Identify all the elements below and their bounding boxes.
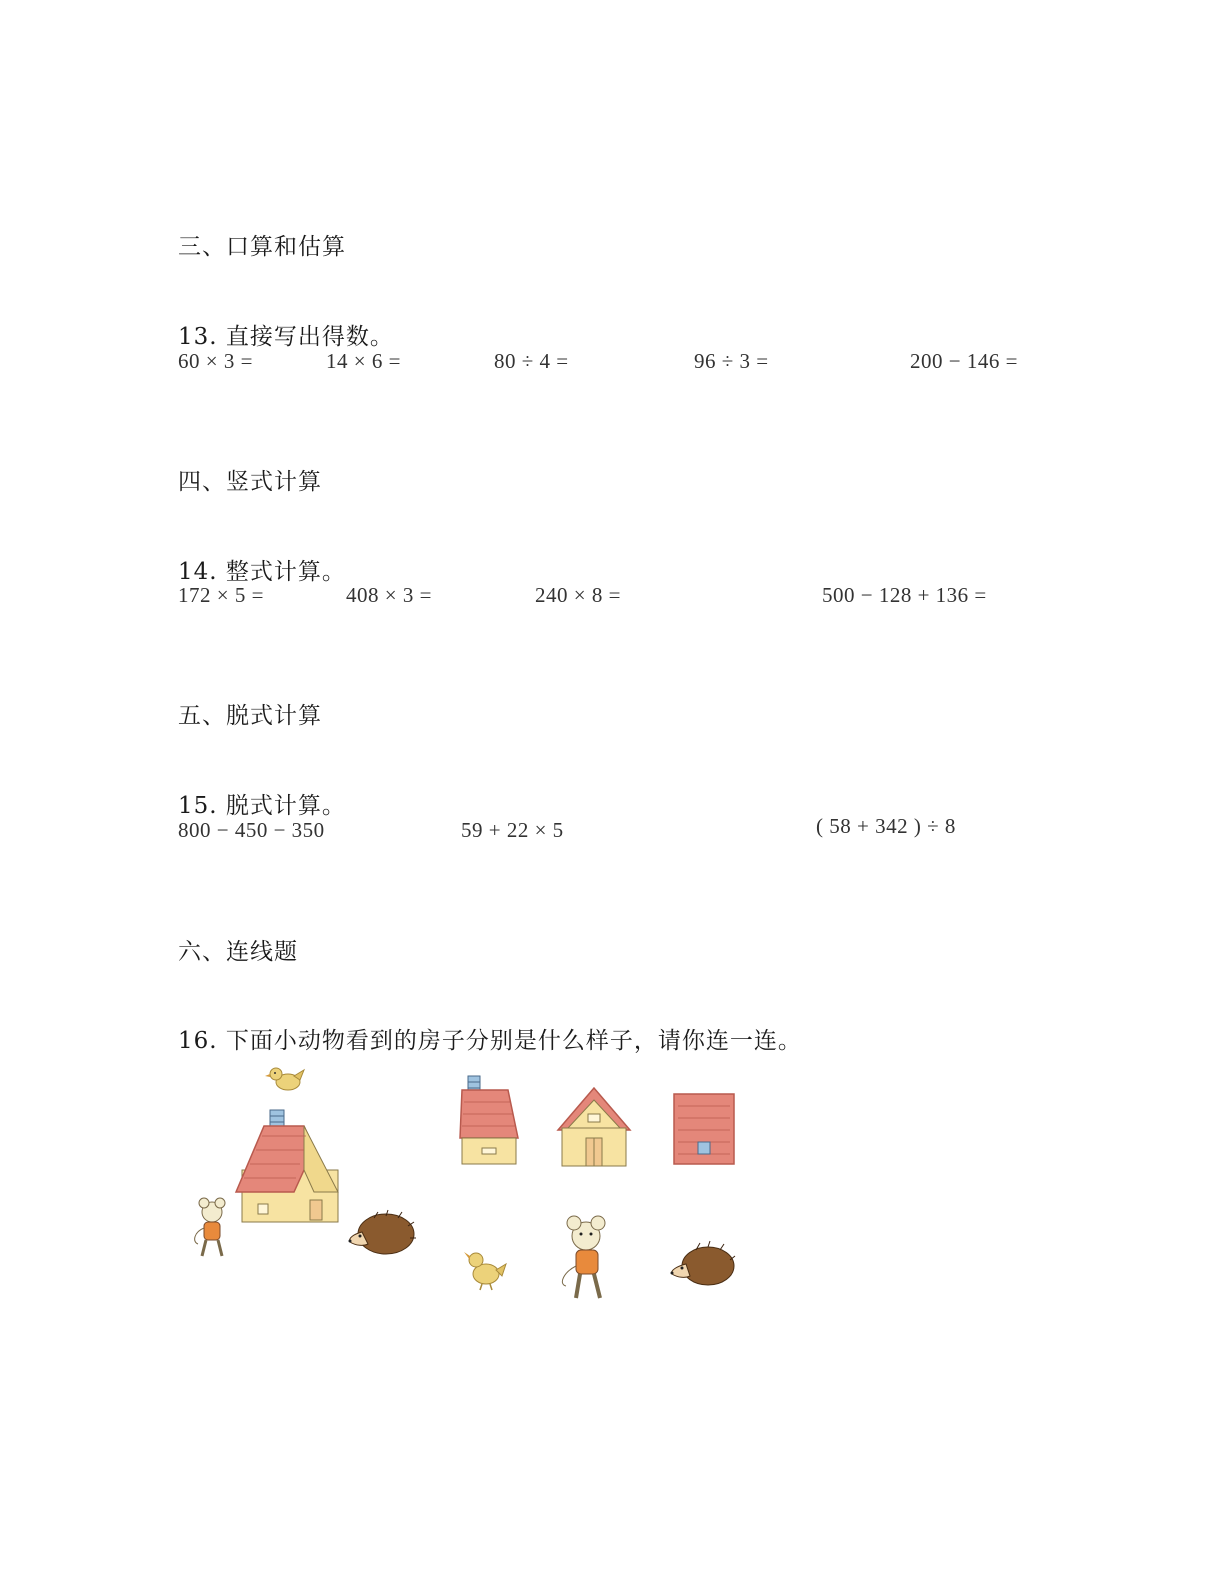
q13-expr-2: 14 × 6 = — [326, 349, 401, 373]
bird-choice-icon — [462, 1244, 508, 1292]
section-6-heading: 六、连线题 — [178, 939, 298, 965]
house-view-top-icon — [672, 1092, 736, 1166]
house-view-side-icon — [458, 1076, 520, 1168]
q14-expr-3: 240 × 8 = — [535, 583, 621, 607]
q13-expr-4: 96 ÷ 3 = — [694, 349, 769, 373]
section-5-heading: 五、脱式计算 — [178, 703, 322, 729]
q14-expr-2: 408 × 3 = — [346, 583, 432, 607]
mouse-choice-icon — [556, 1214, 618, 1302]
question-16-title: 16. 下面小动物看到的房子分别是什么样子，请你连一连。 — [178, 1028, 802, 1054]
q14-expr-1: 172 × 5 = — [178, 583, 264, 607]
mouse-icon — [190, 1198, 238, 1260]
bird-icon — [264, 1060, 308, 1096]
hedgehog-choice-icon — [668, 1240, 736, 1288]
q15-expr-2: 59 + 22 × 5 — [461, 818, 564, 842]
house-icon — [234, 1108, 346, 1226]
q14-expr-4: 500 − 128 + 136 = — [822, 583, 987, 607]
q13-expr-3: 80 ÷ 4 = — [494, 349, 569, 373]
q15-expr-1: 800 − 450 − 350 — [178, 818, 325, 842]
q13-expr-1: 60 × 3 = — [178, 349, 253, 373]
house-view-front-icon — [556, 1086, 632, 1168]
question-14-title: 14. 整式计算。 — [178, 559, 346, 585]
q15-expr-3: ( 58 + 342 ) ÷ 8 — [816, 814, 956, 838]
section-4-heading: 四、竖式计算 — [178, 469, 322, 495]
question-15-title: 15. 脱式计算。 — [178, 793, 346, 819]
section-3-heading: 三、口算和估算 — [178, 234, 346, 260]
q13-expr-5: 200 − 146 = — [910, 349, 1018, 373]
question-13-title: 13. 直接写出得数。 — [178, 324, 394, 350]
hedgehog-icon — [346, 1208, 416, 1256]
